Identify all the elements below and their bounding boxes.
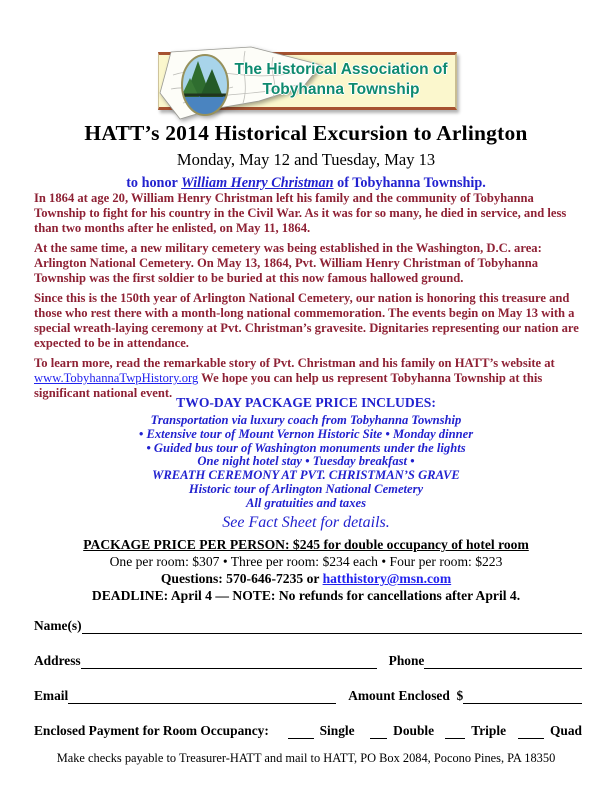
name-row [34, 619, 582, 634]
fact-sheet-note: See Fact Sheet for details. [222, 513, 390, 531]
price-headline: PACKAGE PRICE PER PERSON: $245 for double occupancy of hotel room [83, 537, 529, 552]
phone-field-line [424, 655, 582, 669]
address-label: Address [34, 653, 81, 668]
story-paragraph-1: In 1864 at age 20, William Henry Christman left his family and the community of Tobyhanna Township to fight for his country in the Civil War. As it was for so many, he died in service, and less than two months after he enlisted, on May 11, 1864. [34, 191, 567, 235]
package-item: Transportation via luxury coach from Tobyhanna Township [150, 413, 462, 427]
email-label: Email [34, 688, 69, 703]
title-block [0, 121, 612, 192]
pricing-section [0, 536, 612, 604]
option-quad: Quad [550, 723, 583, 738]
association-name-line1: The Historical Association of [234, 61, 448, 78]
option-double: Double [393, 723, 435, 738]
association-name [229, 60, 453, 100]
email-row [34, 689, 582, 704]
triple-blank [445, 725, 465, 739]
registration-form [34, 619, 582, 759]
questions-line [0, 570, 612, 587]
amount-field-line [463, 690, 582, 704]
double-blank [370, 725, 388, 739]
checks-payable-note: Make checks payable to Treasurer-HATT and mail to HATT, PO Box 2084, Pocono Pines, PA 18350 [56, 751, 556, 765]
name-label: Name(s) [34, 618, 82, 633]
page-title: HATT’s 2014 Historical Excursion to Arlington [84, 121, 528, 145]
package-item: Historic tour of Arlington National Cemetery [188, 481, 424, 496]
address-row [34, 654, 582, 669]
email-field-line [68, 690, 336, 704]
event-dates: Monday, May 12 and Tuesday, May 13 [176, 150, 436, 169]
story-paragraph-3: Since this is the 150th year of Arlington National Cemetery, our nation is honoring this treasure and those who rest there with a month-long national commemoration. The events begin on May 13 with a special wreath-laying ceremony at Pvt. Christman’s gravesite. Dignitaries representing our nation are expected to be in attendance. [34, 291, 579, 350]
package-item: One night hotel stay • Tuesday breakfast • [197, 454, 415, 469]
website-link[interactable]: www.TobyhannaTwpHistory.org [34, 371, 199, 385]
honoree-line [0, 175, 612, 192]
story-section [34, 191, 582, 406]
occupancy-row [34, 724, 582, 739]
package-section [0, 395, 612, 532]
story-paragraph-2: At the same time, a new military cemetery was being established in the Washington, D.C. area: Arlington National Cemetery. On May 13, 1864, Pvt. William Henry Christman of Tobyhanna Township was the first soldier to be buried at this now famous hallowed ground. [34, 241, 542, 285]
amount-enclosed-label: Amount Enclosed $ [348, 688, 464, 703]
story-p4-text: To learn more, read the remarkable story of Pvt. Christman and his family on HATT’s website at [34, 356, 555, 370]
price-rates: One per room: $307 • Three per room: $234 each • Four per room: $223 [109, 554, 503, 569]
hatt-logo-banner [158, 52, 457, 110]
honor-suffix: of Tobyhanna Township. [333, 175, 486, 191]
option-triple: Triple [471, 723, 507, 738]
phone-label: Phone [388, 653, 425, 668]
quad-blank [518, 725, 544, 739]
deadline-line: DEADLINE: April 4 — NOTE: No refunds for cancellations after April 4. [91, 588, 521, 603]
honor-prefix: to honor [126, 175, 182, 191]
package-item: WREATH CEREMONY AT PVT. CHRISTMAN’S GRAVE [152, 468, 460, 483]
email-link[interactable]: hatthistory@msn.com [322, 571, 452, 586]
single-blank [288, 725, 314, 739]
name-field-line [82, 620, 582, 634]
questions-text: Questions: 570-646-7235 or [160, 571, 323, 586]
story-p4-text-end: We hope you can help us represent Tobyhanna Township at this significant national event. [34, 371, 543, 400]
address-field-line [81, 655, 377, 669]
association-name-line2: Tobyhanna Township [262, 80, 420, 98]
package-item: • Guided bus tour of Washington monuments under the lights [146, 440, 466, 455]
honoree-name: William Henry Christman [181, 175, 334, 191]
occupancy-label: Enclosed Payment for Room Occupancy: [34, 723, 269, 738]
option-single: Single [319, 723, 355, 738]
package-heading: TWO-DAY PACKAGE PRICE INCLUDES: [176, 395, 436, 410]
package-item: All gratuities and taxes [245, 495, 366, 510]
package-item: • Extensive tour of Mount Vernon Historic Site • Monday dinner [138, 426, 474, 441]
